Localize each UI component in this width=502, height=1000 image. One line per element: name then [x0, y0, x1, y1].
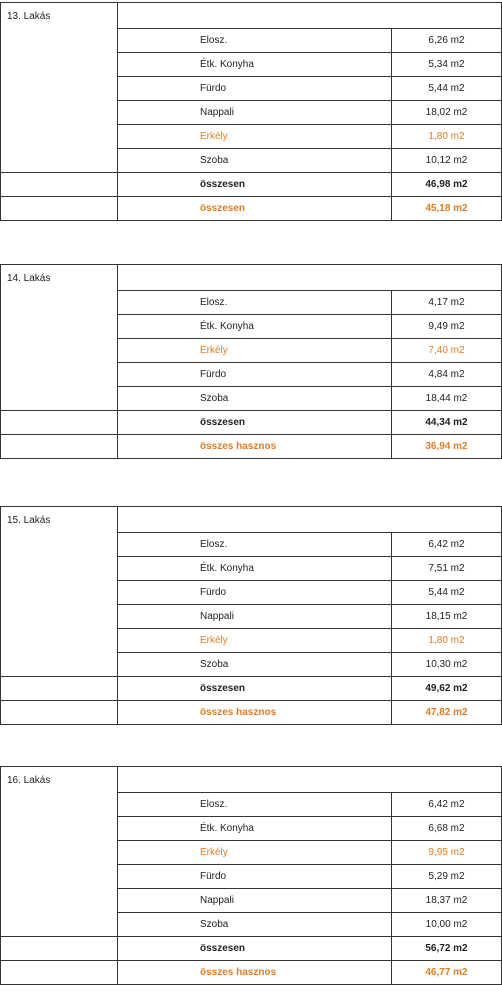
- room-name: Nappali: [118, 101, 392, 125]
- total-label: összesen: [118, 411, 392, 435]
- room-area: 1,80 m2: [392, 125, 502, 149]
- room-name: Étk. Konyha: [118, 557, 392, 581]
- useful-value: 46,77 m2: [392, 961, 502, 985]
- apartment-name: 15. Lakás: [1, 507, 118, 677]
- total-value: 56,72 m2: [392, 937, 502, 961]
- apartment-name: 14. Lakás: [1, 265, 118, 411]
- room-area: 7,51 m2: [392, 557, 502, 581]
- useful-value: 45,18 m2: [392, 197, 502, 221]
- room-area: 18,02 m2: [392, 101, 502, 125]
- room-name: Étk. Konyha: [118, 53, 392, 77]
- total-row: [1, 677, 502, 701]
- room-name: Fürdo: [118, 865, 392, 889]
- total-row: [1, 937, 502, 961]
- useful-row: [1, 701, 502, 725]
- total-row: [1, 411, 502, 435]
- spacer-cell: [1, 701, 118, 725]
- header-cell: [118, 507, 502, 533]
- room-name: Nappali: [118, 605, 392, 629]
- spacer-cell: [1, 961, 118, 985]
- apartment-14: [0, 264, 502, 459]
- total-label: összesen: [118, 937, 392, 961]
- useful-label: összesen: [118, 197, 392, 221]
- area-table: [0, 264, 502, 459]
- room-name: Elosz.: [118, 29, 392, 53]
- total-value: 49,62 m2: [392, 677, 502, 701]
- apartment-name: 13. Lakás: [1, 3, 118, 173]
- room-name: Erkély: [118, 841, 392, 865]
- room-area: 6,42 m2: [392, 533, 502, 557]
- room-name: Fürdo: [118, 581, 392, 605]
- room-name: Szoba: [118, 149, 392, 173]
- room-name: Szoba: [118, 913, 392, 937]
- total-label: összesen: [118, 173, 392, 197]
- room-area: 10,30 m2: [392, 653, 502, 677]
- room-name: Elosz.: [118, 793, 392, 817]
- apartment-15: [0, 506, 502, 725]
- room-area: 18,44 m2: [392, 387, 502, 411]
- room-area: 9,49 m2: [392, 315, 502, 339]
- useful-label: összes hasznos: [118, 701, 392, 725]
- room-name: Étk. Konyha: [118, 817, 392, 841]
- room-name: Erkély: [118, 339, 392, 363]
- total-value: 46,98 m2: [392, 173, 502, 197]
- header-cell: [118, 3, 502, 29]
- room-area: 4,84 m2: [392, 363, 502, 387]
- room-name: Erkély: [118, 125, 392, 149]
- apartment-16: [0, 766, 502, 985]
- table-row: [1, 3, 502, 29]
- total-row: [1, 173, 502, 197]
- room-name: Elosz.: [118, 291, 392, 315]
- room-name: Szoba: [118, 653, 392, 677]
- spacer-cell: [1, 197, 118, 221]
- room-area: 5,44 m2: [392, 77, 502, 101]
- useful-label: összes hasznos: [118, 435, 392, 459]
- header-cell: [118, 265, 502, 291]
- room-name: Fürdo: [118, 77, 392, 101]
- room-area: 5,44 m2: [392, 581, 502, 605]
- room-area: 10,00 m2: [392, 913, 502, 937]
- total-value: 44,34 m2: [392, 411, 502, 435]
- area-table: [0, 766, 502, 985]
- room-area: 6,42 m2: [392, 793, 502, 817]
- room-area: 7,40 m2: [392, 339, 502, 363]
- room-area: 5,34 m2: [392, 53, 502, 77]
- table-row: [1, 767, 502, 793]
- useful-value: 36,94 m2: [392, 435, 502, 459]
- useful-row: [1, 961, 502, 985]
- room-name: Fürdo: [118, 363, 392, 387]
- spacer-cell: [1, 435, 118, 459]
- total-label: összesen: [118, 677, 392, 701]
- room-name: Erkély: [118, 629, 392, 653]
- room-area: 1,80 m2: [392, 629, 502, 653]
- area-table: [0, 506, 502, 725]
- room-area: 9,95 m2: [392, 841, 502, 865]
- apartment-name: 16. Lakás: [1, 767, 118, 937]
- useful-value: 47,82 m2: [392, 701, 502, 725]
- room-area: 18,15 m2: [392, 605, 502, 629]
- useful-label: összes hasznos: [118, 961, 392, 985]
- apartment-13: [0, 2, 502, 221]
- room-area: 6,26 m2: [392, 29, 502, 53]
- spacer-cell: [1, 937, 118, 961]
- spacer-cell: [1, 173, 118, 197]
- room-name: Elosz.: [118, 533, 392, 557]
- header-cell: [118, 767, 502, 793]
- room-area: 6,68 m2: [392, 817, 502, 841]
- room-area: 4,17 m2: [392, 291, 502, 315]
- area-table: [0, 2, 502, 221]
- table-row: [1, 265, 502, 291]
- room-name: Szoba: [118, 387, 392, 411]
- spacer-cell: [1, 411, 118, 435]
- room-name: Étk. Konyha: [118, 315, 392, 339]
- room-area: 10,12 m2: [392, 149, 502, 173]
- room-area: 18,37 m2: [392, 889, 502, 913]
- room-name: Nappali: [118, 889, 392, 913]
- useful-row: [1, 197, 502, 221]
- useful-row: [1, 435, 502, 459]
- room-area: 5,29 m2: [392, 865, 502, 889]
- spacer-cell: [1, 677, 118, 701]
- table-row: [1, 507, 502, 533]
